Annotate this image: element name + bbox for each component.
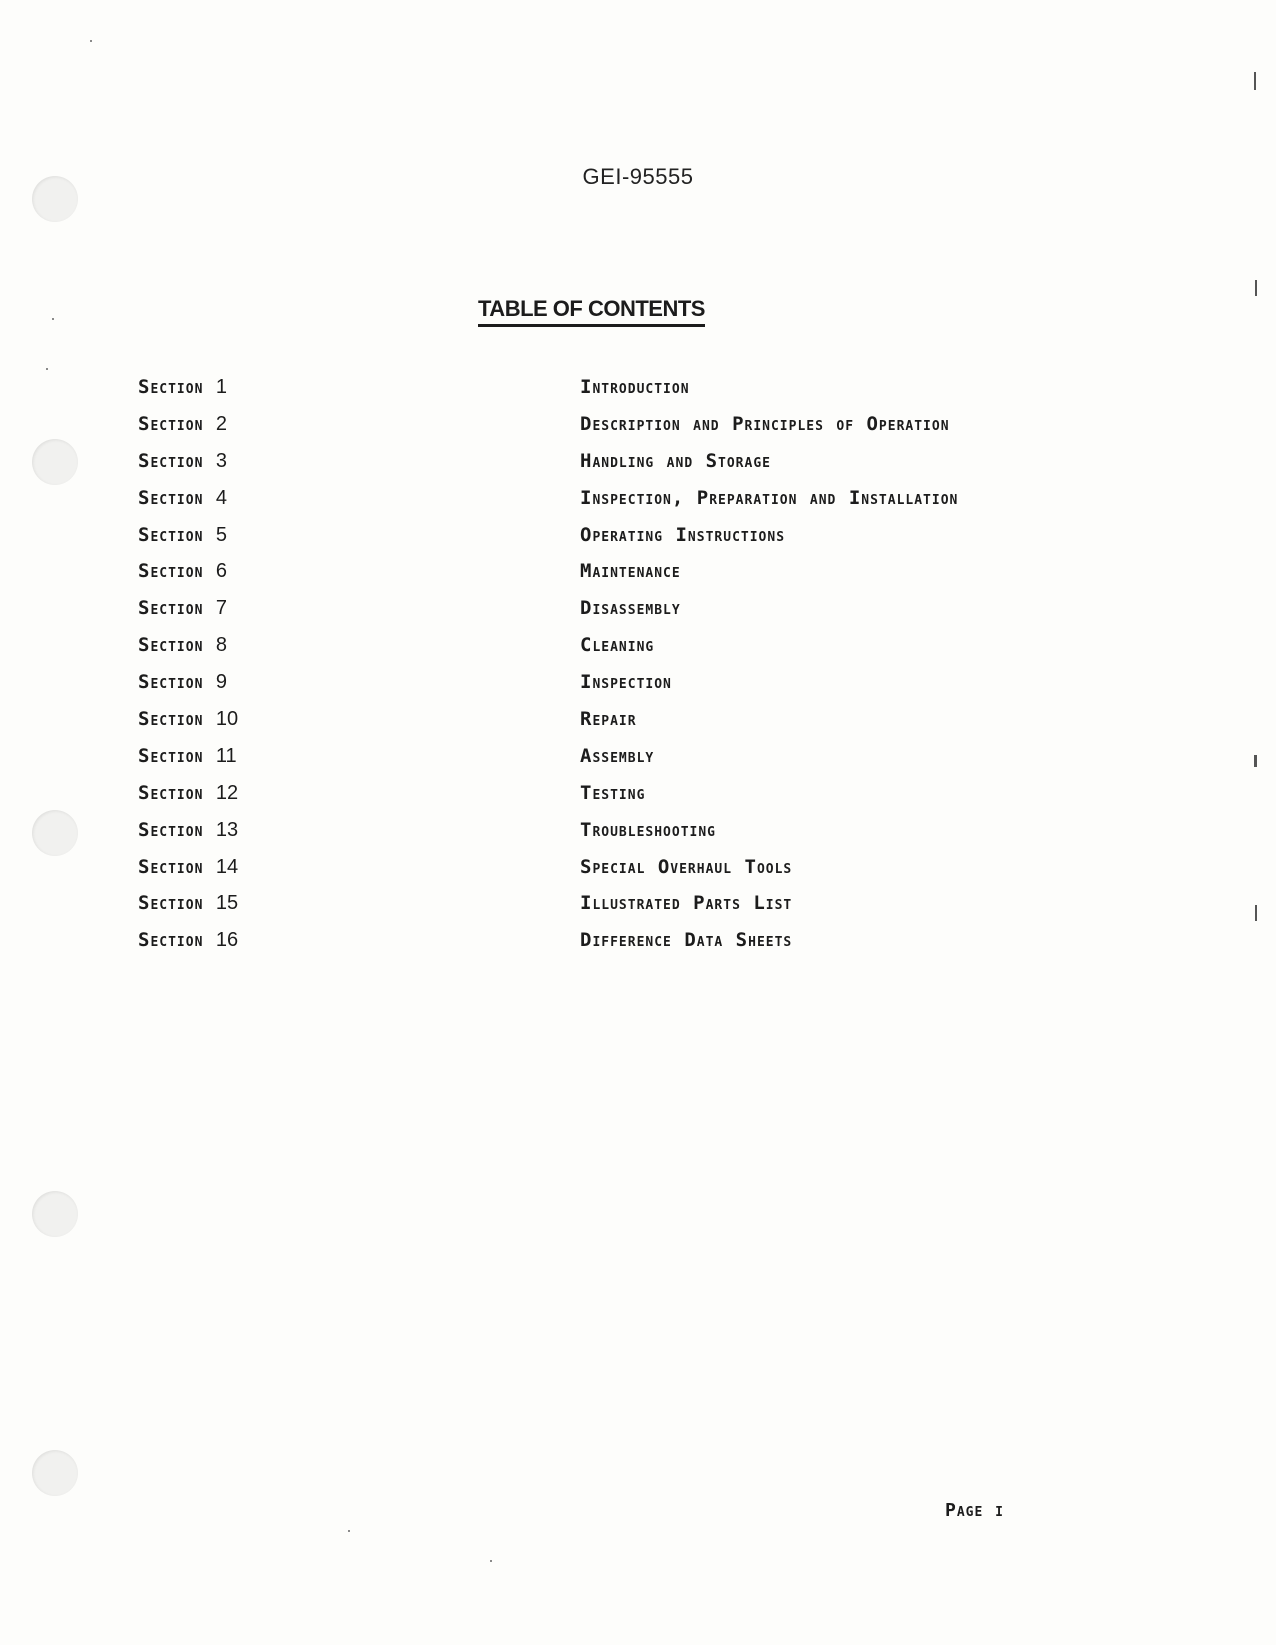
scan-mark — [1254, 755, 1257, 767]
toc-row — [138, 892, 1138, 929]
toc-section-label: Section 1 — [138, 376, 227, 398]
toc-section-label: Section 2 — [138, 412, 227, 435]
page-title: TABLE OF CONTENTS — [478, 296, 705, 327]
toc-section-label: Section 4 — [138, 486, 227, 509]
toc-section-label: Section 11 — [138, 744, 237, 767]
document-id: GEI-95555 — [582, 164, 694, 189]
toc-topic: Disassembly — [580, 597, 681, 620]
toc-section-label: Section 12 — [138, 781, 239, 804]
toc-row — [138, 597, 1138, 634]
toc-topic: Handling and Storage — [580, 449, 771, 472]
toc-section-number: 5 — [215, 523, 227, 546]
toc-section-label: Section 10 — [138, 708, 239, 731]
toc-section-number: 4 — [215, 486, 227, 509]
scan-speck — [348, 1530, 350, 1532]
toc-section-number: 16 — [215, 929, 239, 952]
toc-row — [138, 929, 1138, 966]
toc-section-number: 1 — [215, 376, 227, 398]
toc-section-label: Section 3 — [138, 449, 227, 472]
toc-section-number: 7 — [215, 597, 227, 620]
toc-row — [138, 782, 1138, 819]
toc-topic: Troubleshooting — [580, 818, 717, 841]
toc-section-number: 11 — [215, 744, 237, 767]
scan-speck — [46, 368, 48, 370]
scan-mark — [1254, 72, 1256, 90]
toc-topic: Description and Principles of Operation — [580, 412, 950, 435]
toc-section-label: Section 7 — [138, 597, 227, 620]
scan-mark — [1255, 905, 1257, 921]
punch-hole — [32, 439, 78, 485]
toc-topic: Inspection — [580, 671, 672, 694]
punch-hole — [32, 1450, 78, 1496]
toc-section-label: Section 13 — [138, 818, 239, 841]
toc-section-label: Section 8 — [138, 634, 227, 657]
toc-section-number: 15 — [215, 892, 239, 915]
toc-section-number: 2 — [215, 412, 227, 435]
toc-row — [138, 671, 1138, 708]
punch-hole — [32, 1191, 78, 1237]
toc-section-label: Section 5 — [138, 523, 227, 546]
toc-row — [138, 413, 1138, 450]
toc-topic: Maintenance — [580, 560, 681, 583]
toc-topic: Assembly — [580, 744, 655, 767]
punch-hole — [32, 810, 78, 856]
toc-topic: Introduction — [580, 376, 690, 398]
toc-section-number: 10 — [215, 708, 239, 731]
toc-row — [138, 708, 1138, 745]
scan-speck — [90, 40, 92, 42]
page-number: Page i — [945, 1500, 1004, 1521]
toc-row — [138, 856, 1138, 893]
toc-topic: Difference Data Sheets — [580, 929, 793, 952]
toc-section-label: Section 15 — [138, 892, 239, 915]
toc-section-number: 9 — [215, 671, 227, 694]
toc-topic: Operating Instructions — [580, 523, 786, 546]
toc-row — [138, 745, 1138, 782]
toc-row — [138, 819, 1138, 856]
toc-row — [138, 450, 1138, 487]
toc-row — [138, 487, 1138, 524]
scan-speck — [52, 318, 54, 320]
toc-topic: Special Overhaul Tools — [580, 855, 793, 878]
toc-topic: Illustrated Parts List — [580, 892, 793, 915]
toc-section-label: Section 14 — [138, 855, 239, 878]
toc-section-number: 14 — [215, 855, 239, 878]
toc-section-number: 13 — [215, 818, 239, 841]
toc-section-number: 6 — [215, 560, 227, 583]
toc-topic: Cleaning — [580, 634, 655, 657]
toc-section-label: Section 16 — [138, 929, 239, 952]
scan-mark — [1255, 280, 1257, 296]
toc-topic: Testing — [580, 781, 646, 804]
toc-topic: Repair — [580, 708, 637, 731]
toc-row — [138, 560, 1138, 597]
toc-row — [138, 376, 1138, 413]
toc-section-number: 8 — [215, 634, 227, 657]
scan-speck — [490, 1560, 492, 1562]
toc-section-number: 3 — [215, 449, 227, 472]
toc-row — [138, 634, 1138, 671]
toc-list — [138, 376, 1138, 966]
toc-row — [138, 524, 1138, 561]
toc-section-label: Section 9 — [138, 671, 227, 694]
toc-topic: Inspection, Preparation and Installation — [580, 486, 959, 509]
toc-section-number: 12 — [215, 781, 239, 804]
toc-section-label: Section 6 — [138, 560, 227, 583]
